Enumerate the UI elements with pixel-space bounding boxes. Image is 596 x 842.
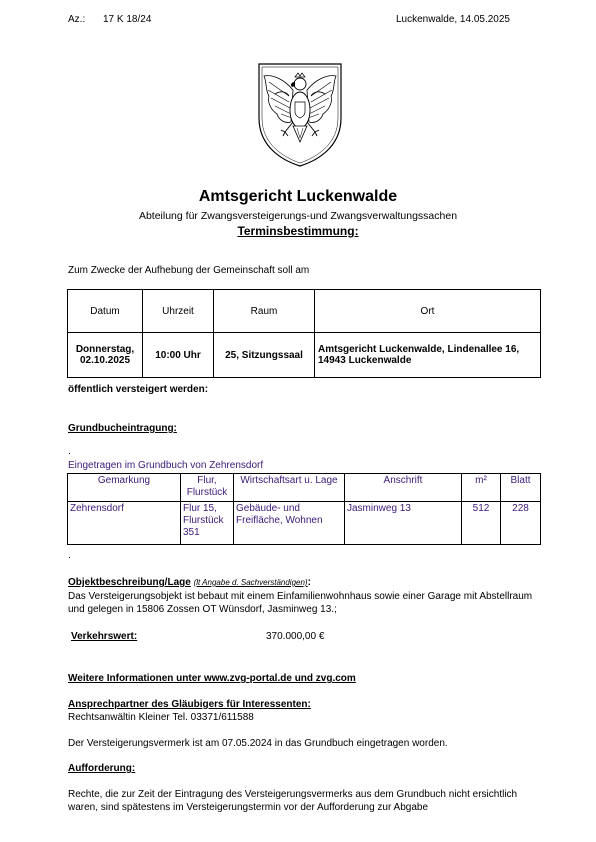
versteigert-text: öffentlich versteigert werden:	[68, 384, 209, 395]
document-title: Terminsbestimmung:	[237, 224, 359, 238]
col-anschrift: Anschrift	[345, 474, 462, 502]
cell-flur: Flur 15, Flurstück 351	[181, 502, 234, 545]
col-wirtschaftsart: Wirtschaftsart u. Lage	[234, 474, 345, 502]
cell-raum: 25, Sitzungssaal	[214, 333, 315, 378]
verkehrswert-value: 370.000,00 €	[266, 631, 325, 642]
grundbuch-dot: .	[68, 446, 71, 457]
intro-text: Zum Zwecke der Aufhebung der Gemeinschaft soll am	[68, 265, 310, 276]
table-row	[68, 502, 541, 545]
cell-m2: 512	[462, 502, 501, 545]
cell-uhrzeit: 10:00 Uhr	[143, 333, 214, 378]
col-raum: Raum	[214, 290, 315, 333]
objekt-colon: :	[307, 577, 311, 588]
termin-table-header	[68, 290, 541, 333]
datum-weekday: Donnerstag,	[75, 344, 135, 355]
grundbuch-table	[67, 473, 541, 545]
col-datum: Datum	[68, 290, 143, 333]
cell-wirtschaftsart: Gebäude- und Freifläche, Wohnen	[234, 502, 345, 545]
col-gemarkung: Gemarkung	[68, 474, 181, 502]
cell-anschrift: Jasminweg 13	[345, 502, 462, 545]
grundbuch-heading: Grundbucheintragung:	[68, 423, 177, 434]
table-row	[68, 333, 541, 378]
court-department: Abteilung für Zwangsversteigerungs-und Zwangsverwaltungssachen	[138, 210, 458, 222]
verkehrswert-label: Verkehrswert:	[71, 631, 138, 642]
az-label: Az.:	[68, 14, 86, 25]
col-ort: Ort	[315, 290, 541, 333]
col-blatt: Blatt	[501, 474, 541, 502]
col-flur: Flur, Flurstück	[181, 474, 234, 502]
weitere-informationen: Weitere Informationen unter www.zvg-portal.de und zvg.com	[68, 673, 356, 684]
cell-datum	[68, 333, 143, 378]
objekt-note: (lt Angabe d. Sachverständigen)	[193, 578, 308, 587]
cell-gemarkung: Zehrensdorf	[68, 502, 181, 545]
datum-date: 02.10.2025	[79, 355, 131, 366]
cell-blatt: 228	[501, 502, 541, 545]
court-name: Amtsgericht Luckenwalde	[198, 188, 398, 205]
objekt-text: Das Versteigerungsobjekt ist bebaut mit einem Einfamilienwohnhaus sowie einer Garage mit Abstellraum und gelegen in 15806 Zossen OT Wünsdorf, Jasminweg 13.;	[68, 591, 533, 615]
termin-table	[67, 289, 541, 378]
cell-ort: Amtsgericht Luckenwalde, Lindenallee 16, 14943 Luckenwalde	[315, 333, 541, 378]
grundbuch-table-header	[68, 474, 541, 502]
ansprech-text: Rechtsanwältin Kleiner Tel. 03371/611588	[68, 712, 254, 723]
section-dot: .	[68, 550, 71, 561]
place-date: Luckenwalde, 14.05.2025	[396, 14, 510, 25]
vermerk-text: Der Versteigerungsvermerk ist am 07.05.2024 in das Grundbuch eingetragen worden.	[68, 738, 448, 749]
objekt-heading: Objektbeschreibung/Lage	[68, 577, 191, 588]
col-m2: m²	[462, 474, 501, 502]
aufforderung-heading: Aufforderung:	[68, 763, 136, 774]
az-value: 17 K 18/24	[103, 14, 152, 25]
aufforderung-text: Rechte, die zur Zeit der Eintragung des Versteigerungsvermerks aus dem Grundbuch nicht ersichtlich waren, sind spätestens im Versteigerungstermin vor der Aufforderung zur Abgabe	[68, 789, 518, 813]
ansprech-heading: Ansprechpartner des Gläubigers für Interessenten:	[68, 699, 311, 710]
objekt-heading-line	[68, 577, 311, 588]
grundbuch-caption: Eingetragen im Grundbuch von Zehrensdorf	[68, 460, 264, 471]
col-uhrzeit: Uhrzeit	[143, 290, 214, 333]
eagle-coat-of-arms-icon	[255, 60, 345, 168]
